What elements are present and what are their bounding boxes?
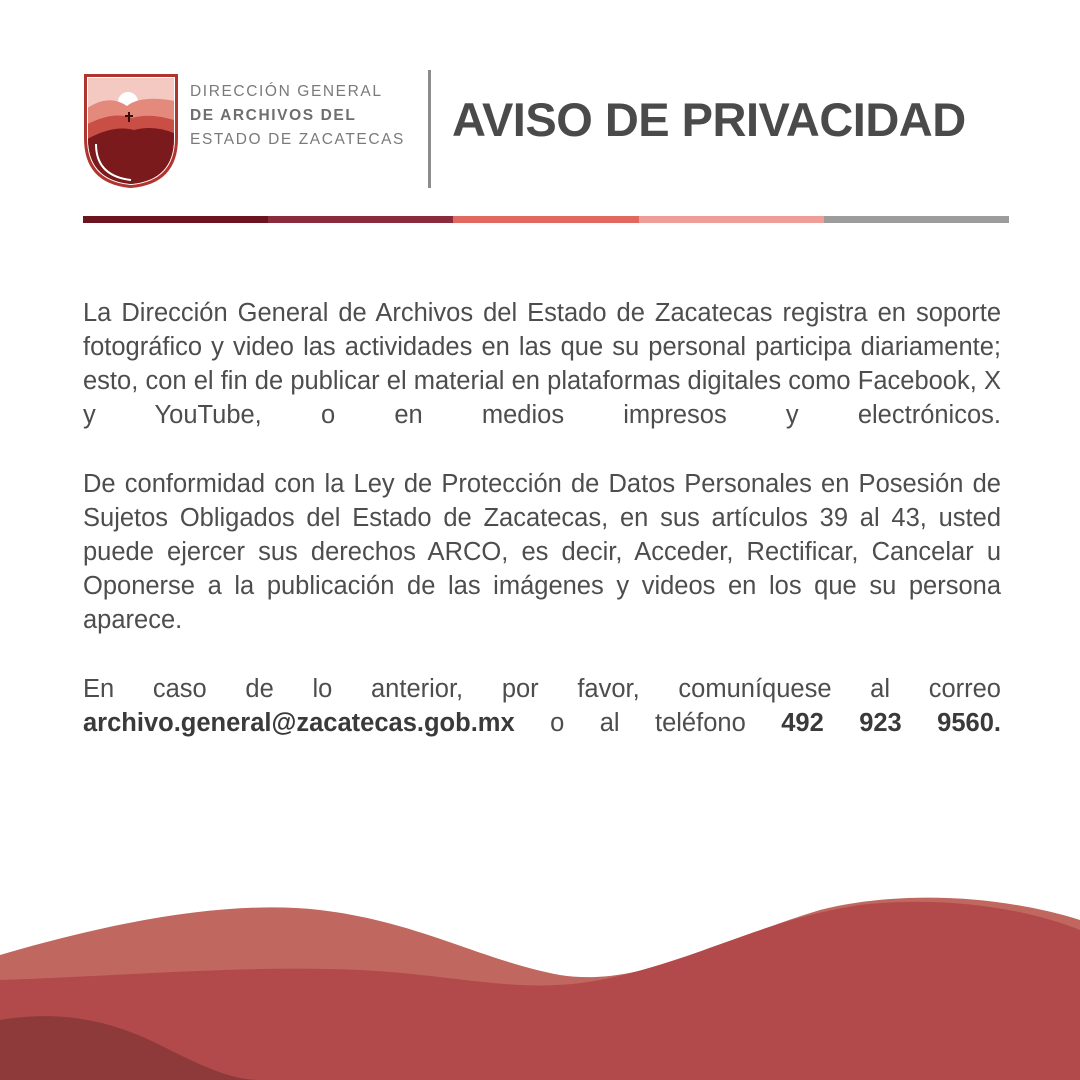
archive-shield-logo-icon <box>82 72 180 188</box>
color-bar-segment <box>824 216 1009 223</box>
contact-phone: 492 923 9560 <box>781 709 994 737</box>
org-line-2: DE ARCHIVOS DEL <box>190 107 357 124</box>
color-bar-segment <box>639 216 824 223</box>
org-line-1: DIRECCIÓN GENERAL <box>190 83 383 100</box>
header-divider <box>428 70 431 188</box>
paragraph-2: De conformidad con la Ley de Protección de Datos Personales en Posesión de Sujetos Obligados del Estado de Zacatecas, en sus artículos 39 al 43, usted puede ejercer sus derechos ARCO, es decir, Acceder, Rectificar, Cancelar u Oponerse a la publicación de las imágenes y videos en los que su persona aparece. <box>83 470 1001 634</box>
paragraph-3 <box>83 672 1001 740</box>
decorative-waves <box>0 880 1080 1080</box>
color-bar-segment <box>268 216 453 223</box>
contact-intro: En caso de lo anterior, por favor, comuníquese al correo <box>83 675 1001 703</box>
color-bar-segment <box>453 216 638 223</box>
color-bar-segment <box>83 216 268 223</box>
page-title: AVISO DE PRIVACIDAD <box>452 93 966 146</box>
paragraph-1: La Dirección General de Archivos del Estado de Zacatecas registra en soporte fotográfico y video las actividades en las que su personal participa diariamente; esto, con el fin de publicar el material en plataformas digitales como Facebook, X y YouTube, o en medios impresos y electrónicos. <box>83 299 1001 429</box>
color-bar <box>83 216 1009 223</box>
contact-email: archivo.general@zacatecas.gob.mx <box>83 709 515 737</box>
notice-body <box>83 296 1001 775</box>
contact-end: . <box>993 709 1001 737</box>
organization-name <box>190 80 420 152</box>
org-line-3: ESTADO DE ZACATECAS <box>190 131 405 148</box>
contact-phone-intro: o al teléfono <box>550 709 746 737</box>
